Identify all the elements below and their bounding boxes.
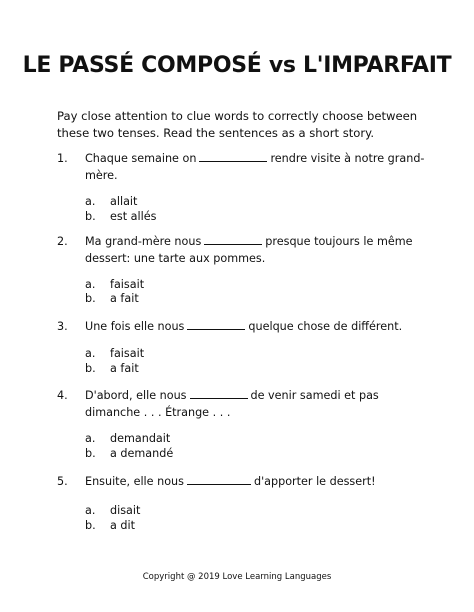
question-prefix: Ma grand-mère nous xyxy=(85,235,202,248)
question-number: 1. xyxy=(57,152,68,165)
option-letter: a. xyxy=(85,347,96,360)
option-letter: b. xyxy=(85,362,96,375)
option-letter: a. xyxy=(85,278,96,291)
question-prefix: Chaque semaine on xyxy=(85,152,197,165)
question-number: 4. xyxy=(57,389,68,402)
option-letter: b. xyxy=(85,292,96,305)
option-letter: a. xyxy=(85,195,96,208)
option-text: a fait xyxy=(110,292,139,305)
option-text: a demandé xyxy=(110,447,174,460)
option-text: disait xyxy=(110,504,141,517)
question-suffix: de venir samedi et pas dimanche . . . Étrange . . . xyxy=(85,389,379,419)
option-letter: b. xyxy=(85,210,96,223)
option-text: faisait xyxy=(110,278,145,291)
question-suffix: presque toujours le même dessert: une tarte aux pommes. xyxy=(85,235,413,265)
question-number: 2. xyxy=(57,235,68,248)
question-prefix: Une fois elle nous xyxy=(85,320,185,333)
option-letter: b. xyxy=(85,519,96,532)
question-suffix: d'apporter le dessert! xyxy=(253,475,376,488)
option-text: a dit xyxy=(110,519,136,532)
question-number: 3. xyxy=(57,320,68,333)
option-letter: b. xyxy=(85,447,96,460)
option-text: allait xyxy=(110,195,138,208)
answer-blank xyxy=(199,152,267,162)
copyright-footer: Copyright @ 2019 Love Learning Languages xyxy=(142,572,332,582)
question-text xyxy=(85,473,425,490)
question-number: 5. xyxy=(57,475,68,488)
answer-blank xyxy=(204,235,262,245)
question-text xyxy=(85,318,425,335)
answer-blank xyxy=(190,389,248,399)
option-letter: a. xyxy=(85,504,96,517)
option-text: faisait xyxy=(110,347,145,360)
question-text xyxy=(85,233,425,267)
option-text: a fait xyxy=(110,362,139,375)
question-prefix: D'abord, elle nous xyxy=(85,389,187,402)
question-text xyxy=(85,150,425,184)
instructions: Pay close attention to clue words to correctly choose between these two tenses. Read the sentences as a short story. xyxy=(57,109,418,140)
worksheet-title: LE PASSÉ COMPOSÉ vs L'IMPARFAIT xyxy=(22,53,452,78)
answer-blank xyxy=(187,475,251,485)
question-text xyxy=(85,387,425,421)
question-prefix: Ensuite, elle nous xyxy=(85,475,184,488)
option-text: demandait xyxy=(110,432,171,445)
option-letter: a. xyxy=(85,432,96,445)
question-suffix: quelque chose de différent. xyxy=(248,320,403,333)
question-suffix: rendre visite à notre grand-mère. xyxy=(85,152,425,182)
option-text: est allés xyxy=(110,210,157,223)
answer-blank xyxy=(187,320,245,330)
